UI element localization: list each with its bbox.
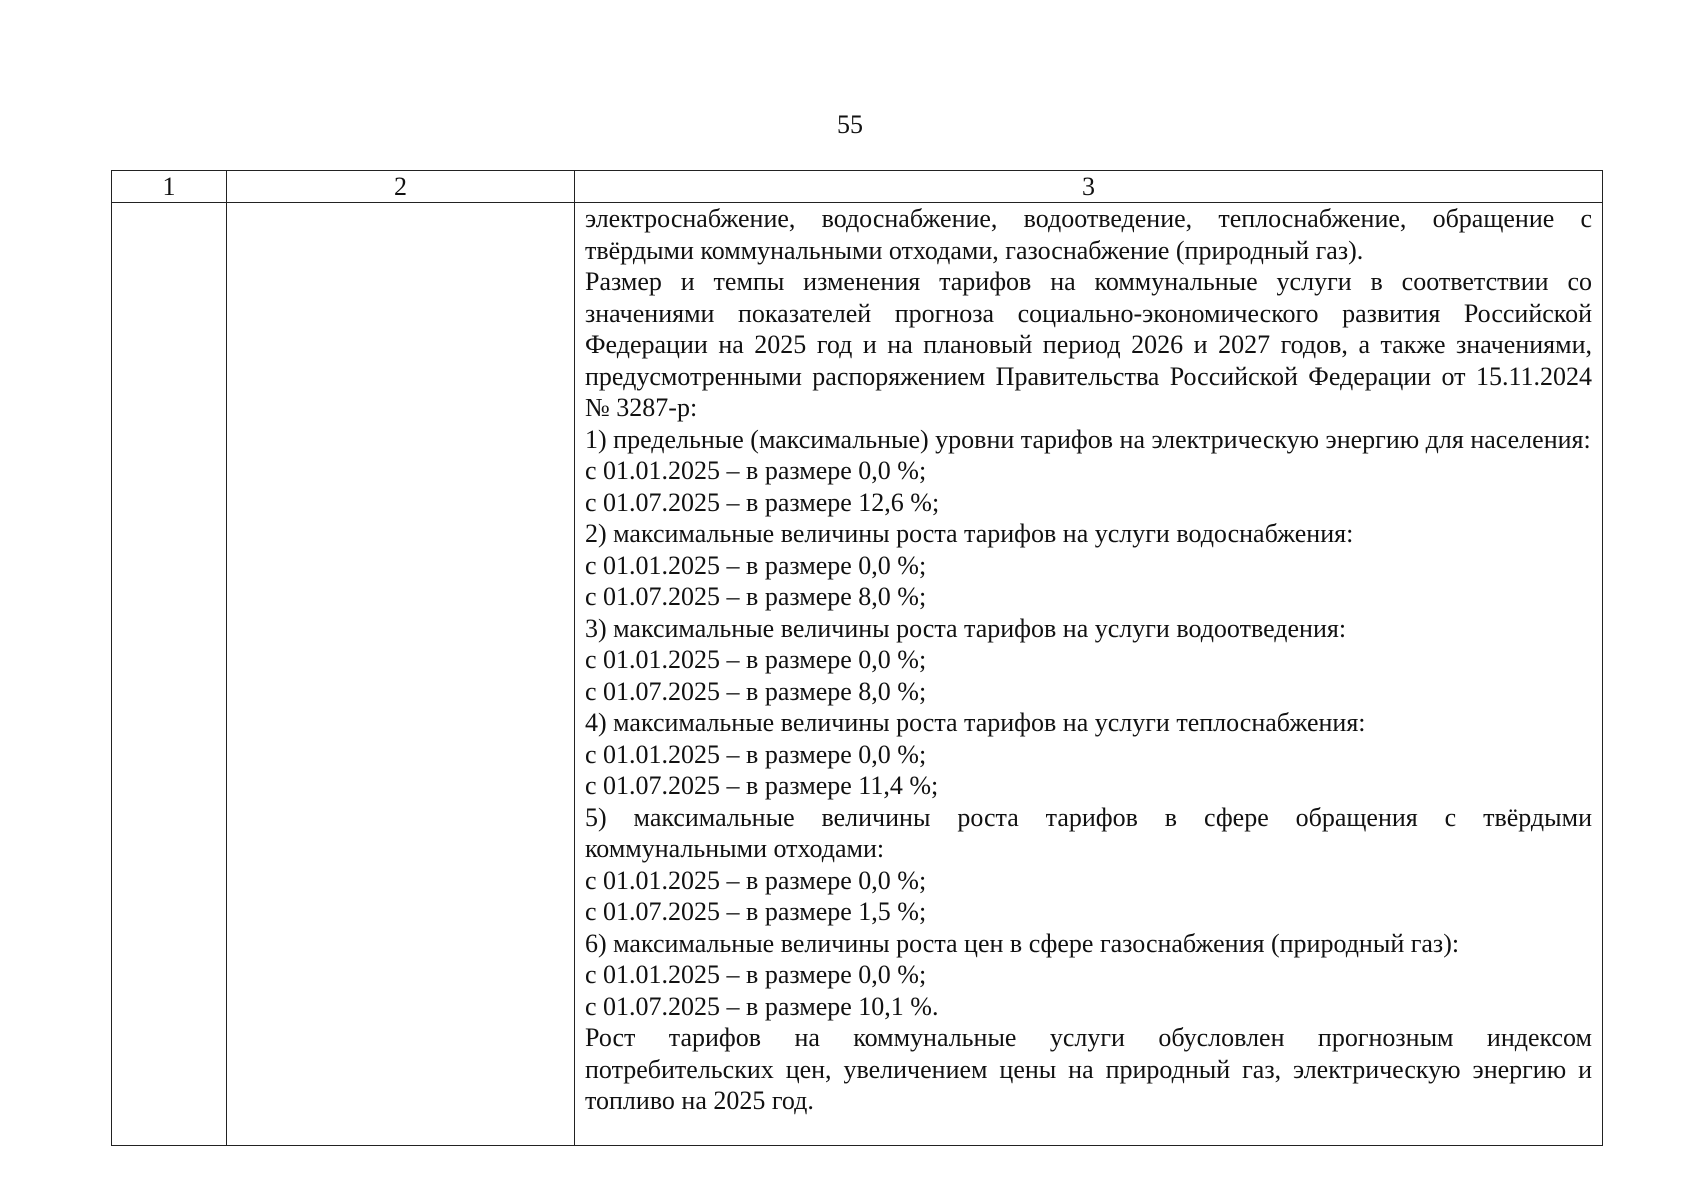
table-header-row [112,171,1603,203]
header-col-1: 1 [112,171,227,203]
item-4-line-2: с 01.07.2025 – в размере 11,4 %; [585,771,939,800]
item-4-line-1: с 01.01.2025 – в размере 0,0 %; [585,739,927,769]
item-6-title: 6) максимальные величины роста цен в сфере газоснабжения (природный газ): [585,928,1460,958]
item-1-title: 1) предельные (максимальные) уровни тарифов на электрическую энергию для населения: [585,424,1591,454]
cell-col-2 [227,203,575,1146]
item-4-title: 4) максимальные величины роста тарифов на услуги теплоснабжения: [585,708,1366,737]
basis-paragraph: Размер и темпы изменения тарифов на коммунальные услуги в соответствии со значениями показателей прогноза социально-экономического развития Российской Федерации на 2025 год и на плановый период 2026 и 2027 годов, а также значениями, предусмотренными распоряжением Правительства Российской Федерации от 15.11.2024 № 3287-р: [585,267,1592,422]
item-1-line-1: с 01.01.2025 – в размере 0,0 %; [585,456,927,485]
item-2-line-1: с 01.01.2025 – в размере 0,0 %; [585,550,927,580]
item-2-title: 2) максимальные величины роста тарифов на услуги водоснабжения: [585,519,1354,548]
item-5-line-2: с 01.07.2025 – в размере 1,5 %; [585,897,927,926]
header-col-3: 3 [575,171,1603,203]
document-table [111,170,1603,1146]
item-3-line-2: с 01.07.2025 – в размере 8,0 %; [585,676,927,706]
item-3-line-1: с 01.01.2025 – в размере 0,0 %; [585,645,927,674]
conclusion-paragraph: Рост тарифов на коммунальные услуги обусловлен прогнозным индексом потребительских цен, увеличением цены на природный газ, электрическую энергию и топливо на 2025 год. [585,1023,1592,1115]
item-2-line-2: с 01.07.2025 – в размере 8,0 %; [585,582,927,611]
item-3-title: 3) максимальные величины роста тарифов на услуги водоотведения: [585,613,1347,643]
item-6-line-2: с 01.07.2025 – в размере 10,1 %. [585,991,939,1021]
cell-col-1 [112,203,227,1146]
cell-col-3 [575,203,1603,1146]
item-5-title: 5) максимальные величины роста тарифов в сфере обращения с твёрдыми коммунальными отходами: [585,802,1592,863]
item-5-line-1: с 01.01.2025 – в размере 0,0 %; [585,865,927,895]
header-col-2: 2 [227,171,575,203]
page-number: 55 [837,110,863,139]
item-1-line-2: с 01.07.2025 – в размере 12,6 %; [585,487,940,517]
intro-paragraph: электроснабжение, водоснабжение, водоотведение, теплоснабжение, обращение с твёрдыми коммунальными отходами, газоснабжение (природный газ). [585,204,1592,265]
table-row [112,203,1603,1146]
tariff-text [575,203,1602,1117]
item-6-line-1: с 01.01.2025 – в размере 0,0 %; [585,960,927,989]
